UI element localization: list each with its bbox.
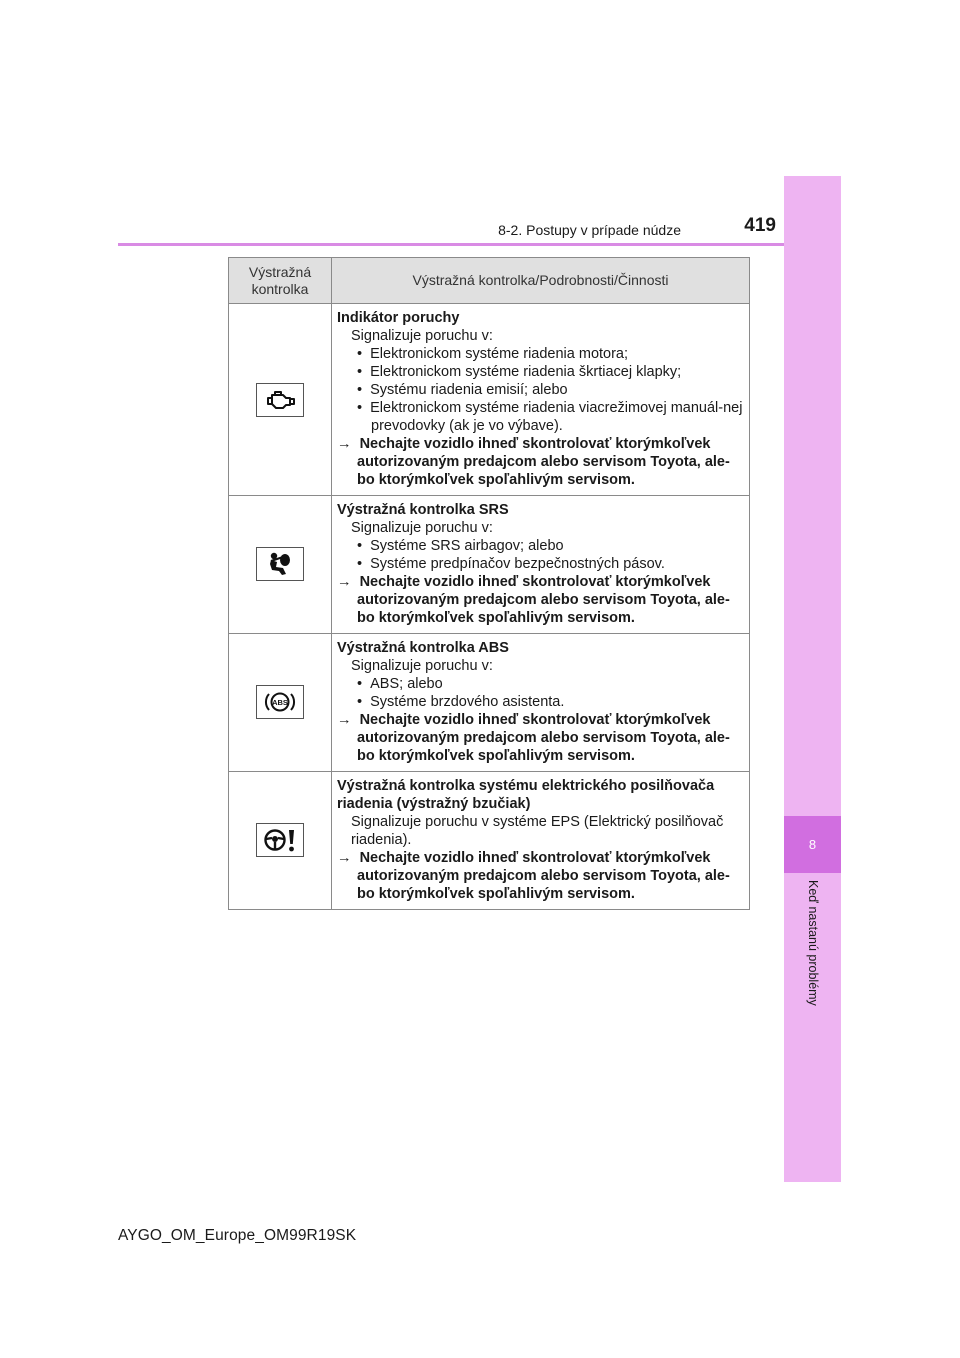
table-row [229,496,750,634]
icon-cell [229,634,332,772]
icon-cell [229,772,332,910]
icon-cell [229,304,332,496]
list-item: • Systéme predpínačov bezpečnostných pásov. [357,556,665,572]
list-item: • ABS; alebo [357,676,443,692]
page-number: 419 [744,215,776,236]
light-intro: Signalizuje poruchu v: [351,520,493,536]
chapter-title-text: Keď nastanú problémy [806,880,820,1006]
description-cell [332,772,750,910]
table-row [229,304,750,496]
light-action: → Nechajte vozidlo ihneď skontrolovať ktorýmkoľvek autorizovaným predajcom alebo servisom Toyota, ale-bo ktorýmkoľvek spoľahlivým servisom. [337,574,730,626]
light-intro: Signalizuje poruchu v: [351,658,493,674]
svg-text:ABS: ABS [272,698,288,707]
light-intro: Signalizuje poruchu v: [351,328,493,344]
section-title: 8-2. Postupy v prípade núdze [498,222,681,238]
light-action: → Nechajte vozidlo ihneď skontrolovať ktorýmkoľvek autorizovaným predajcom alebo servisom Toyota, ale-bo ktorýmkoľvek spoľahlivým servisom. [337,850,730,902]
table-row [229,634,750,772]
header-rule [118,243,784,246]
list-item: • Systéme brzdového asistenta. [357,694,565,710]
light-title: Výstražná kontrolka systému elektrického posilňovača riadenia (výstražný bzučiak) [337,778,715,812]
list-item: • Systéme SRS airbagov; alebo [357,538,564,554]
icon-cell [229,496,332,634]
list-item: • Elektronickom systéme riadenia motora; [357,346,629,362]
description-cell [332,496,750,634]
document-reference: AYGO_OM_Europe_OM99R19SK [118,1227,357,1244]
abs-icon [256,685,304,719]
light-title: Indikátor poruchy [337,310,460,326]
table-header-row [229,258,750,304]
light-title: Výstražná kontrolka SRS [337,502,509,518]
table-row [229,772,750,910]
light-intro: Signalizuje poruchu v systéme EPS (Elektrický posilňovač riadenia). [351,814,724,848]
column-header-details: Výstražná kontrolka/Podrobnosti/Činnosti [332,258,750,304]
list-item: • Elektronickom systéme riadenia viacrežimovej manuál-nej prevodovky (ak je vo výbave). [357,400,743,434]
column-header-light: Výstražná kontrolka [229,258,332,304]
srs-airbag-icon [256,547,304,581]
list-item: • Elektronickom systéme riadenia škrtiacej klapky; [357,364,682,380]
chapter-number: 8 [784,816,841,873]
light-title: Výstražná kontrolka ABS [337,640,509,656]
engine-check-icon [256,383,304,417]
description-cell [332,304,750,496]
warning-lights-table [228,257,750,910]
chapter-side-tab [784,176,841,1182]
eps-steering-warning-icon [256,823,304,857]
description-cell [332,634,750,772]
light-action: → Nechajte vozidlo ihneď skontrolovať ktorýmkoľvek autorizovaným predajcom alebo servisom Toyota, ale-bo ktorýmkoľvek spoľahlivým servisom. [337,712,730,764]
light-action: → Nechajte vozidlo ihneď skontrolovať ktorýmkoľvek autorizovaným predajcom alebo servisom Toyota, ale-bo ktorýmkoľvek spoľahlivým servisom. [337,436,730,488]
list-item: • Systému riadenia emisií; alebo [357,382,568,398]
